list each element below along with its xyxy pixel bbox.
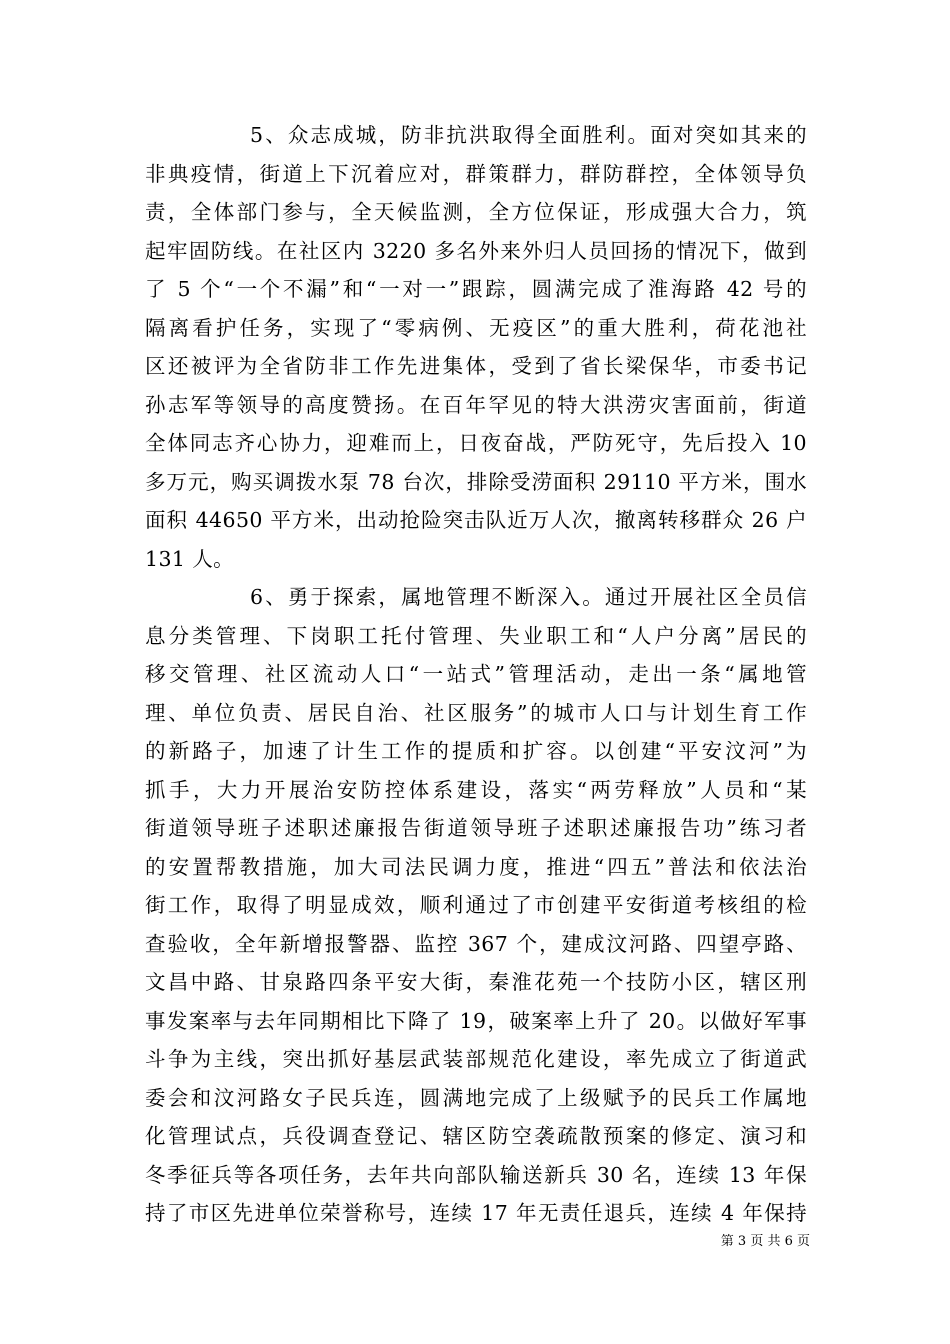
text-line: 息分类管理、下岗职工托付管理、失业职工和“人户分离”居民的: [145, 623, 807, 648]
text-line: 了 5 个“一个不漏”和“一对一”跟踪，圆满完成了淮海路 42 号的: [145, 277, 807, 301]
text-line: 全体同志齐心协力，迎难而上，日夜奋战，严防死守，先后投入 10: [145, 431, 807, 455]
text-line: 非典疫情，街道上下沉着应对，群策群力，群防群控，全体领导负: [145, 161, 807, 186]
text-line: 持了市区先进单位荣誉称号，连续 17 年无责任退兵，连续 4 年保持: [145, 1201, 807, 1225]
text-line: 委会和汶河路女子民兵连，圆满地完成了上级赋予的民兵工作属地: [145, 1085, 807, 1110]
text-line: 面积 44650 平方米，出动抢险突击队近万人次，撤离转移群众 26 户: [145, 508, 807, 532]
document-body: [145, 116, 807, 1233]
text-line: 抓手，大力开展治安防控体系建设，落实“两劳释放”人员和“某: [145, 777, 807, 802]
text-line: 区还被评为全省防非工作先进集体，受到了省长梁保华，市委书记: [145, 354, 807, 378]
text-line: 孙志军等领导的高度赞扬。在百年罕见的特大洪涝灾害面前，街道: [145, 392, 807, 417]
text-line: 理、单位负责、居民自治、社区服务”的城市人口与计划生育工作: [145, 700, 807, 725]
page-number-footer: 第 3 页 共 6 页: [720, 1234, 810, 1249]
text-line: 事发案率与去年同期相比下降了 19，破案率上升了 20。以做好军事: [145, 1008, 807, 1033]
text-line: 131 人。: [145, 546, 235, 571]
text-line: 查验收，全年新增报警器、监控 367 个，建成汶河路、四望亭路、: [145, 931, 807, 956]
text-line: 多万元，购买调拨水泵 78 台次，排除受涝面积 29110 平方米，围水: [145, 469, 807, 494]
text-line: 隔离看护任务，实现了“零病例、无疫区”的重大胜利，荷花池社: [145, 315, 807, 340]
text-line: 冬季征兵等各项任务，去年共向部队输送新兵 30 名，连续 13 年保: [145, 1162, 807, 1187]
text-line: 化管理试点，兵役调查登记、辖区防空袭疏散预案的修定、演习和: [145, 1124, 807, 1148]
text-line: 责，全体部门参与，全天候监测，全方位保证，形成强大合力，筑: [145, 200, 807, 224]
text-line: 文昌中路、甘泉路四条平安大街，秦淮花苑一个技防小区，辖区刑: [145, 970, 807, 994]
text-line: 的安置帮教措施，加大司法民调力度，推进“四五”普法和依法治: [145, 854, 807, 879]
text-line: 的新路子，加速了计生工作的提质和扩容。以创建“平安汶河”为: [145, 739, 807, 763]
text-line: 街工作，取得了明显成效，顺利通过了市创建平安街道考核组的检: [145, 893, 807, 917]
paragraph-5: [145, 116, 807, 578]
text-line: 街道领导班子述职述廉报告街道领导班子述职述廉报告功”练习者: [145, 816, 807, 840]
text-line: 6、勇于探索，属地管理不断深入。通过开展社区全员信: [250, 585, 807, 609]
paragraph-6: [145, 578, 807, 1233]
text-line: 移交管理、社区流动人口“一站式”管理活动，走出一条“属地管: [145, 662, 807, 686]
text-line: 起牢固防线。在社区内 3220 多名外来外归人员回扬的情况下，做到: [145, 238, 807, 263]
text-line: 斗争为主线，突出抓好基层武装部规范化建设，率先成立了街道武: [145, 1047, 807, 1071]
text-line: 5、众志成城，防非抗洪取得全面胜利。面对突如其来的: [250, 123, 807, 147]
